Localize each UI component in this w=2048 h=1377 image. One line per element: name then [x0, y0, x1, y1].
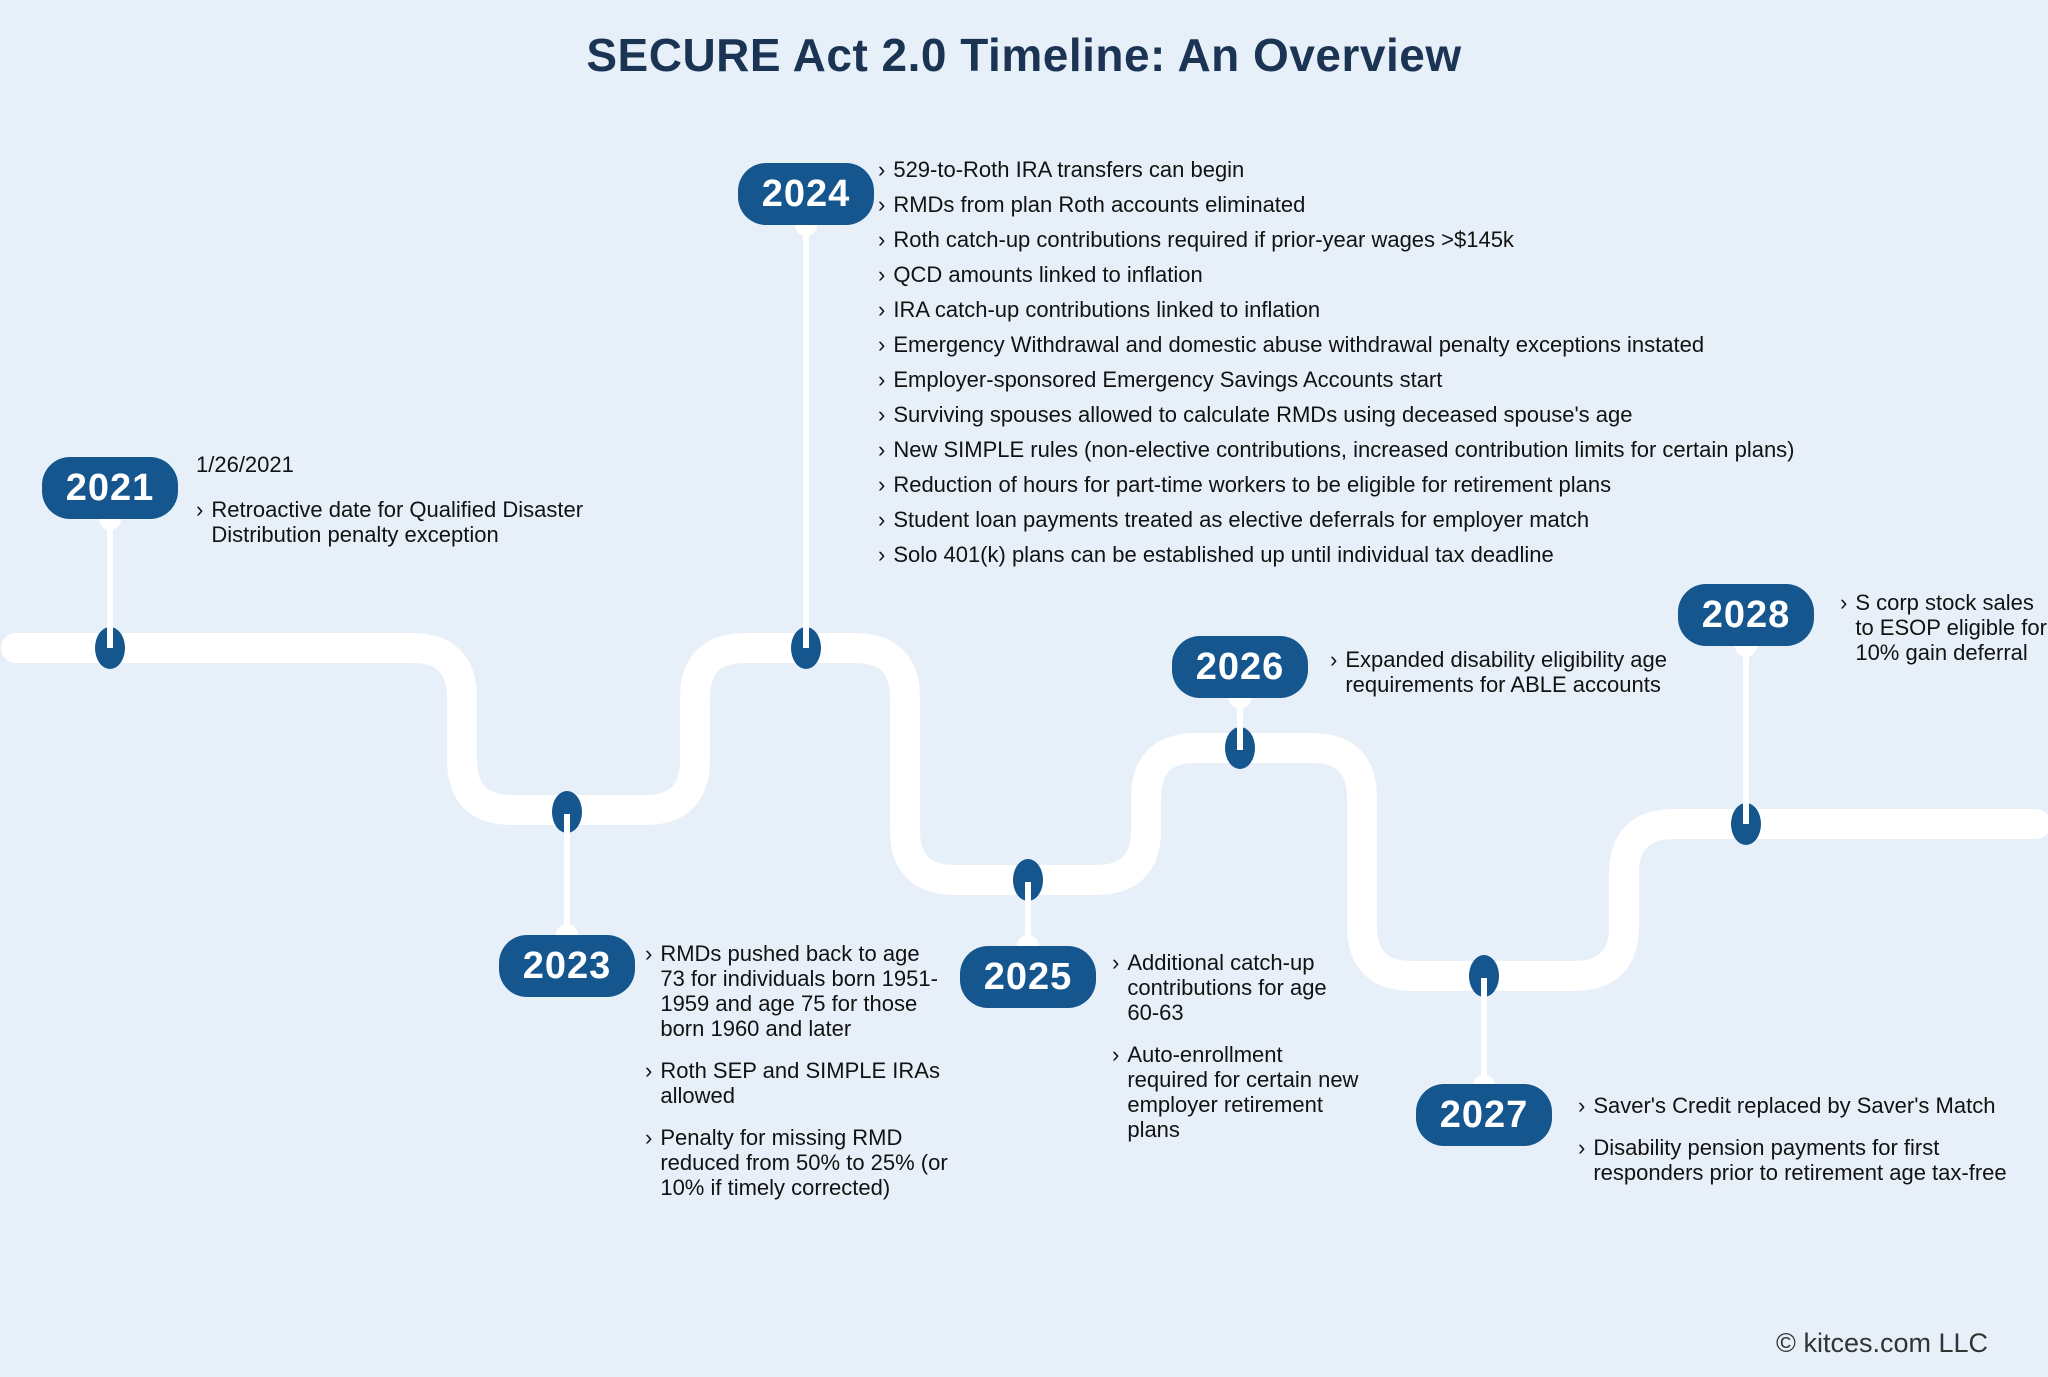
timeline-item: [878, 473, 1958, 496]
timeline-item: [1112, 950, 1364, 1025]
item-text: 529-to-Roth IRA transfers can begin: [893, 157, 1245, 182]
bullet-icon: ›: [645, 1058, 653, 1083]
timeline-item: [645, 1125, 950, 1200]
milestone-text-2023: [645, 941, 950, 1200]
bullet-icon: ›: [645, 941, 653, 966]
year-badge-2024: 2024: [738, 163, 874, 225]
milestone-list-2025: [1112, 950, 1364, 1142]
item-text: RMDs from plan Roth accounts eliminated: [893, 192, 1306, 217]
bullet-icon: ›: [1840, 590, 1848, 615]
milestone-list-2027: [1578, 1093, 2048, 1185]
timeline-item: [196, 497, 596, 547]
milestone-text-2025: [1112, 950, 1364, 1142]
timeline-item: [878, 298, 1958, 321]
item-text: Disability pension payments for first responders prior to retirement age tax-free: [1593, 1135, 2007, 1185]
bullet-icon: ›: [1112, 1042, 1120, 1067]
item-text: Saver's Credit replaced by Saver's Match: [1593, 1093, 1996, 1118]
year-badge-2023: 2023: [499, 935, 635, 997]
milestone-text-2024: [878, 158, 1958, 578]
bullet-icon: ›: [878, 157, 886, 182]
item-text: Surviving spouses allowed to calculate RMDs using deceased spouse's age: [893, 402, 1633, 427]
item-text: Retroactive date for Qualified Disaster Distribution penalty exception: [211, 497, 584, 547]
item-text: Emergency Withdrawal and domestic abuse withdrawal penalty exceptions instated: [893, 332, 1705, 357]
item-text: IRA catch-up contributions linked to inflation: [893, 297, 1321, 322]
milestone-text-2027: [1578, 1093, 2048, 1185]
milestone-list-2023: [645, 941, 950, 1200]
copyright-credit: © kitces.com LLC: [1776, 1328, 1988, 1358]
bullet-icon: ›: [1578, 1093, 1586, 1118]
bullet-icon: ›: [196, 497, 204, 522]
milestone-list-2028: [1840, 590, 2048, 665]
milestone-list-2026: [1330, 647, 1682, 697]
item-text: Additional catch-up contributions for age 60-63: [1127, 950, 1327, 1025]
timeline-item: [645, 1058, 950, 1108]
timeline-item: [878, 228, 1958, 251]
bullet-icon: ›: [878, 332, 886, 357]
item-text: S corp stock sales to ESOP eligible for 10% gain deferral: [1855, 590, 2047, 665]
item-text: Reduction of hours for part-time workers to be eligible for retirement plans: [893, 472, 1612, 497]
timeline-item: [878, 263, 1958, 286]
bullet-icon: ›: [878, 437, 886, 462]
item-text: Expanded disability eligibility age requirements for ABLE accounts: [1345, 647, 1667, 697]
timeline-item: [878, 438, 1958, 461]
item-text: Solo 401(k) plans can be established up until individual tax deadline: [893, 542, 1554, 567]
bullet-icon: ›: [878, 227, 886, 252]
item-text: New SIMPLE rules (non-elective contributions, increased contribution limits for certain plans): [893, 437, 1795, 462]
milestone-text-2026: [1330, 647, 1682, 697]
timeline-item: [878, 368, 1958, 391]
year-badge-2028: 2028: [1678, 584, 1814, 646]
item-text: RMDs pushed back to age 73 for individuals born 1951-1959 and age 75 for those born 1960 and later: [660, 941, 938, 1041]
bullet-icon: ›: [878, 402, 886, 427]
milestone-text-2021: [196, 452, 596, 547]
year-badge-2026: 2026: [1172, 636, 1308, 698]
timeline-item: [1112, 1042, 1364, 1142]
timeline-item: [1840, 590, 2048, 665]
item-text: Student loan payments treated as elective deferrals for employer match: [893, 507, 1590, 532]
bullet-icon: ›: [1112, 950, 1120, 975]
timeline-item: [1578, 1093, 2048, 1118]
timeline-item: [645, 941, 950, 1041]
bullet-icon: ›: [1330, 647, 1338, 672]
item-text: Roth catch-up contributions required if prior-year wages >$145k: [893, 227, 1514, 252]
item-text: Roth SEP and SIMPLE IRAs allowed: [660, 1058, 940, 1108]
timeline-item: [878, 333, 1958, 356]
bullet-icon: ›: [878, 367, 886, 392]
item-text: QCD amounts linked to inflation: [893, 262, 1203, 287]
timeline-item: [878, 158, 1958, 181]
bullet-icon: ›: [878, 192, 886, 217]
timeline-item: [878, 543, 1958, 566]
year-badge-2021: 2021: [42, 457, 178, 519]
timeline-item: [1330, 647, 1682, 697]
item-text: Employer-sponsored Emergency Savings Accounts start: [893, 367, 1443, 392]
milestone-list-2021: [196, 497, 596, 547]
year-badge-2027: 2027: [1416, 1084, 1552, 1146]
timeline-item: [878, 403, 1958, 426]
milestone-list-2024: [878, 158, 1958, 566]
item-text: Penalty for missing RMD reduced from 50% to 25% (or 10% if timely corrected): [660, 1125, 948, 1200]
milestone-date-2021: 1/26/2021: [196, 452, 294, 477]
page-title: SECURE Act 2.0 Timeline: An Overview: [586, 29, 1462, 81]
item-text: Auto-enrollment required for certain new employer retirement plans: [1127, 1042, 1359, 1142]
bullet-icon: ›: [878, 262, 886, 287]
timeline-item: [878, 508, 1958, 531]
year-badge-2025: 2025: [960, 946, 1096, 1008]
bullet-icon: ›: [878, 472, 886, 497]
bullet-icon: ›: [878, 507, 886, 532]
bullet-icon: ›: [1578, 1135, 1586, 1160]
bullet-icon: ›: [878, 542, 886, 567]
timeline-item: [878, 193, 1958, 216]
bullet-icon: ›: [878, 297, 886, 322]
bullet-icon: ›: [645, 1125, 653, 1150]
milestone-text-2028: [1840, 590, 2048, 665]
timeline-item: [1578, 1135, 2048, 1185]
